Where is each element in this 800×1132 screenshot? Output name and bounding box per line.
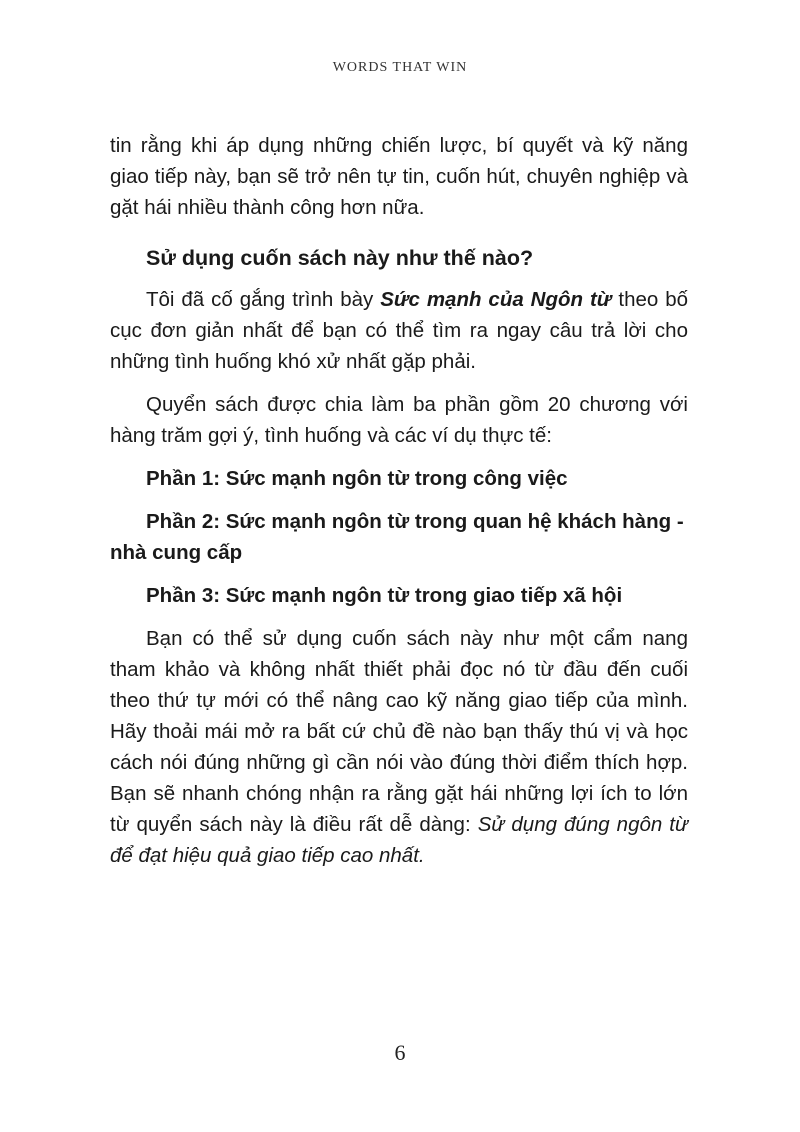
page-number: 6 <box>394 1040 406 1065</box>
part-3: Phần 3: Sức mạnh ngôn từ trong giao tiếp xã hội <box>146 584 623 607</box>
key-message: Sử dụng đúng ngôn từ để đạt hiệu quả giao tiếp cao nhất. <box>110 813 688 867</box>
running-header: WORDS THAT WIN <box>332 60 468 75</box>
page-body <box>110 130 688 883</box>
paragraph-layout-text-2: theo bố cục đơn giản nhất để bạn có thể tìm ra ngay câu trả lời cho những tình huống khó xử nhất gặp phải. <box>110 288 689 373</box>
paragraph-usage <box>110 623 688 871</box>
part-2: Phần 2: Sức mạnh ngôn từ trong quan hệ khách hàng - nhà cung cấp <box>110 510 684 564</box>
paragraph-layout-text-1: Tôi đã cố gắng trình bày <box>146 288 381 311</box>
part-1: Phần 1: Sức mạnh ngôn từ trong công việc <box>146 467 568 490</box>
paragraph-intro: tin rằng khi áp dụng những chiến lược, bí quyết và kỹ năng giao tiếp này, bạn sẽ trở nên tự tin, cuốn hút, chuyên nghiệp và gặt hái nhiều thành công hơn nữa. <box>110 134 688 219</box>
paragraph-structure: Quyển sách được chia làm ba phần gồm 20 chương với hàng trăm gợi ý, tình huống và các ví dụ thực tế: <box>110 393 688 447</box>
book-title: Sức mạnh của Ngôn từ <box>380 288 612 311</box>
section-heading: Sử dụng cuốn sách này như thế nào? <box>146 246 534 270</box>
paragraph-layout <box>110 284 688 377</box>
paragraph-usage-text: Bạn có thể sử dụng cuốn sách này như một cẩm nang tham khảo và không nhất thiết phải đọc nó từ đầu đến cuối theo thứ tự mới có thể nâng cao kỹ năng giao tiếp của mình. Hãy thoải mái mở ra bất cứ chủ đề nào bạn thấy thú vị và học cách nói đúng những gì cần nói vào đúng thời điểm thích hợp. Bạn sẽ nhanh chóng nhận ra rằng gặt hái những lợi ích to lớn từ quyển sách này là điều rất dễ dàng: <box>110 627 688 836</box>
